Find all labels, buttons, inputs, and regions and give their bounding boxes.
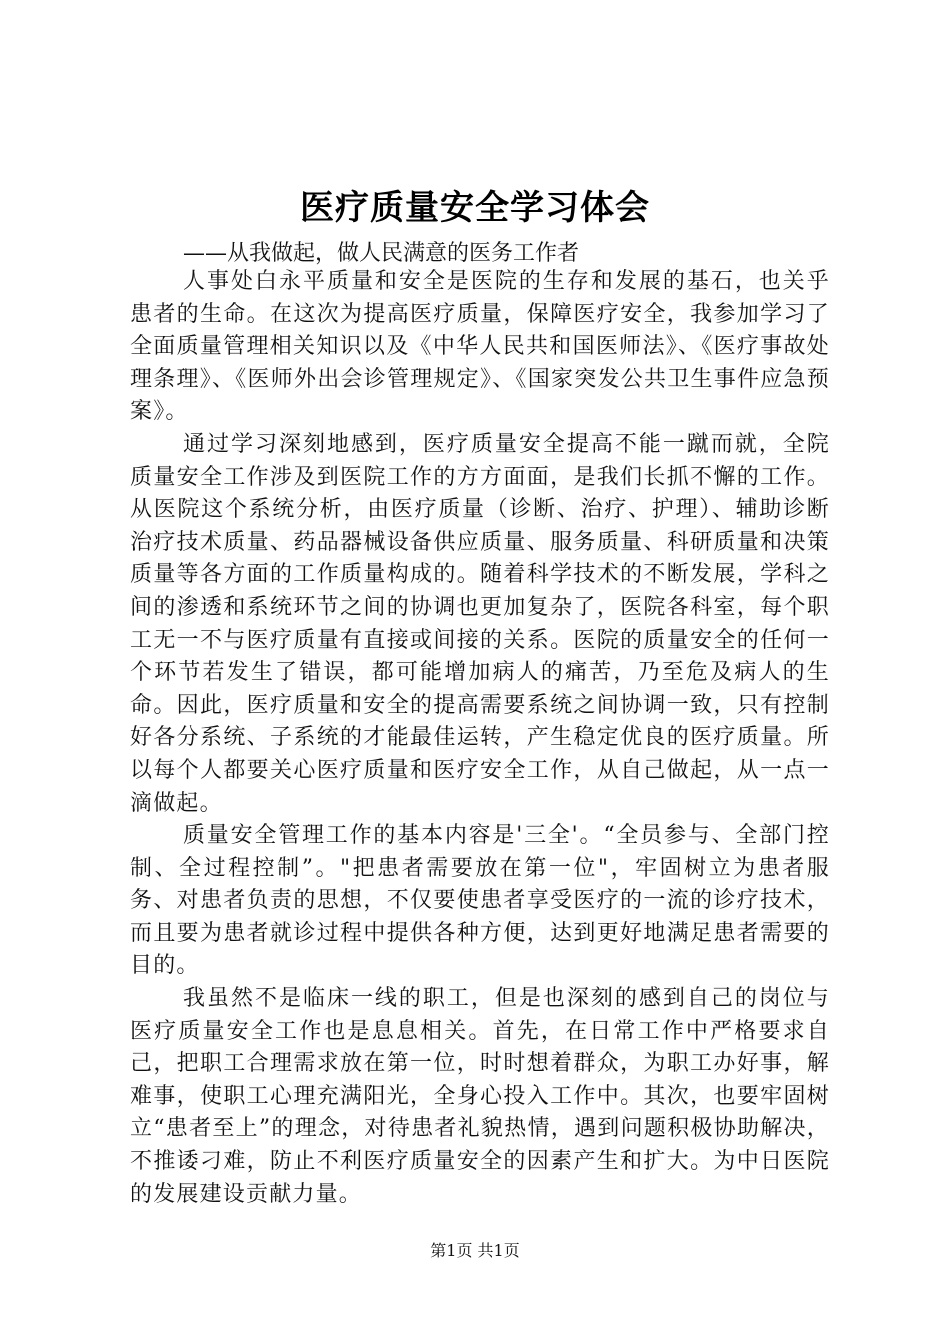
document-body — [130, 266, 830, 1211]
paragraph-1: 人事处白永平质量和安全是医院的生存和发展的基石，也关乎患者的生命。在这次为提高医疗质量，保障医疗安全，我参加学习了全面质量管理相关知识以及《中华人民共和国医师法》、《医疗事故处理条理》、《医师外出会诊管理规定》、《国家突发公共卫生事件应急预案》。 — [130, 269, 830, 425]
paragraph-2: 通过学习深刻地感到，医疗质量安全提高不能一蹴而就，全院质量安全工作涉及到医院工作的方方面面，是我们长抓不懈的工作。从医院这个系统分析，由医疗质量（诊断、治疗、护理）、辅助诊断治疗技术质量、药品器械设备供应质量、服务质量、科研质量和决策质量等各方面的工作质量构成的。随着科学技术的不断发展，学科之间的渗透和系统环节之间的协调也更加复杂了，医院各科室，每个职工无一不与医疗质量有直接或间接的关系。医院的质量安全的任何一个环节若发生了错误，都可能增加病人的痛苦，乃至危及病人的生命。因此，医疗质量和安全的提高需要系统之间协调一致，只有控制好各分系统、子系统的才能最佳运转，产生稳定优良的医疗质量。所以每个人都要关心医疗质量和医疗安全工作，从自己做起，从一点一滴做起。 — [130, 431, 830, 816]
document-subtitle: ——从我做起，做人民满意的医务工作者 — [183, 241, 580, 266]
document-title: 医疗质量安全学习体会 — [300, 188, 650, 228]
paragraph-4: 我虽然不是临床一线的职工，但是也深刻的感到自己的岗位与医疗质量安全工作也是息息相关。首先，在日常工作中严格要求自己，把职工合理需求放在第一位，时时想着群众，为职工办好事，解难事，使职工心理充满阳光，全身心投入工作中。其次，也要牢固树立“患者至上”的理念，对待患者礼貌热情，遇到问题积极协助解决，不推诿刁难，防止不利医疗质量安全的因素产生和扩大。为中日医院的发展建设贡献力量。 — [130, 986, 830, 1207]
paragraph-3: 质量安全管理工作的基本内容是'三全'。“全员参与、全部门控制、全过程控制”。"把患者需要放在第一位"，牢固树立为患者服务、对患者负责的思想，不仅要使患者享受医疗的一流的诊疗技术，而且要为患者就诊过程中提供各种方便，达到更好地满足患者需要的目的。 — [130, 823, 830, 979]
page-footer: 第1页 共1页 — [430, 1241, 520, 1260]
